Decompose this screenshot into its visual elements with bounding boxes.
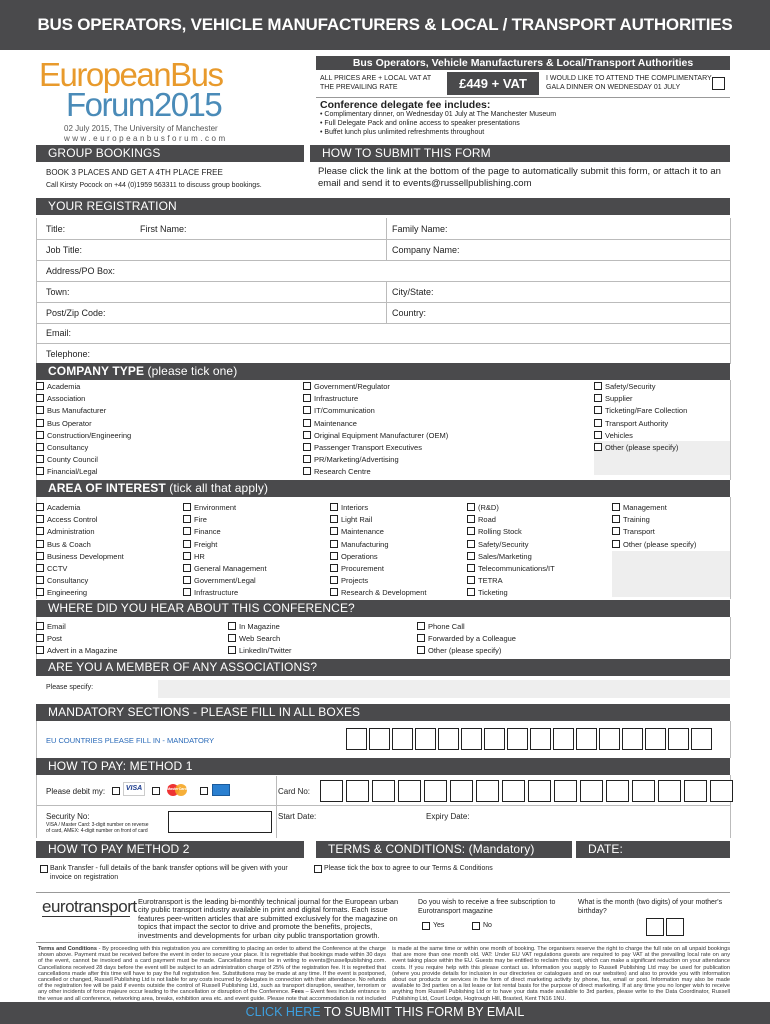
interest-label: Projects [341,576,369,586]
interest-checkbox[interactable] [330,503,338,511]
interest-label: Road [478,515,496,525]
delegate-price: £449 + VAT [447,72,539,95]
interest-checkbox[interactable] [330,540,338,548]
group-bookings-header: GROUP BOOKINGS [36,145,304,162]
title-label: Title: [46,224,66,234]
interest-label: TETRA [478,576,503,586]
interest-label: Infrastructure [194,588,239,598]
job-title-input[interactable] [98,241,384,259]
interest-checkbox[interactable] [330,576,338,584]
company-type-label: PR/Marketing/Advertising [314,455,399,465]
field-divider [36,323,730,324]
interest-label: Rolling Stock [478,527,522,537]
company-type-label: Maintenance [314,418,357,428]
expiry-date-input[interactable] [472,808,730,836]
town-input[interactable] [80,283,384,301]
card-number-digit-input[interactable] [554,780,577,802]
interest-checkbox[interactable] [183,515,191,523]
hear-source-checkbox[interactable] [417,622,425,630]
interest-label: Engineering [47,588,88,598]
hear-source-checkbox[interactable] [36,622,44,630]
start-date-label: Start Date: [278,812,317,821]
divider [316,97,730,98]
logo-line-1: EuropeanBus [39,56,223,93]
card-number-digit-input[interactable] [450,780,473,802]
field-divider [730,218,731,364]
vat-number-digit-input[interactable] [668,728,689,750]
fees-fineprint-lead: Fees [291,989,304,996]
city-state-label: City/State: [392,287,434,297]
pay-method-2-header: HOW TO PAY METHOD 2 [36,841,304,858]
address-label: Address/PO Box: [46,266,116,276]
includes-item: • Full Delegate Pack and online access to speaker presentations [320,120,520,127]
subscribe-yes-checkbox[interactable] [422,922,430,930]
company-type-checkbox[interactable] [36,382,44,390]
card-number-digit-input[interactable] [476,780,499,802]
company-type-checkbox[interactable] [303,455,311,463]
company-type-checkbox[interactable] [36,443,44,451]
interest-label: Management [623,503,667,512]
first-name-label: First Name: [140,224,187,234]
click-here-link[interactable]: CLICK HERE [245,1005,321,1019]
interest-checkbox[interactable] [467,527,475,535]
divider [36,942,730,943]
company-type-label: Transport Authority [605,418,669,428]
interest-checkbox[interactable] [467,588,475,596]
registration-header: YOUR REGISTRATION [36,198,730,215]
telephone-label: Telephone: [46,349,91,359]
terms-checkbox[interactable] [314,865,322,873]
terms-fineprint-body: - By proceeding with this registration you are committing to placing an order to attend the Conference at the charge shown above. Payment must be received before the event in order to secure your place. It is regrettable that bookings made within 30 days of the event, cannot be invoiced and a card payment must be made. Cancellations must be in writing to events@russellpublishing.com. Cancellations received 28 days before the event will be subject to an administration charge of 25% of the registration fee. It is regretted that cancellations made after this time will have to pay the full registration fee. Substitutions may be made at any time. If the event is postponed, cancelled or changed, Russell Publishing Ltd is not liable for any costs incurred by delegates in connection with their attendance. No refunds of the registration fee will be paid if events outside the control of Russell Publishing Ltd, such as transport disruption, weather, terrorism or any other incidents of force majeure occur leading to the cancellation or disruption of the Conference. [38,946,386,996]
associations-specify-label: Please specify: [46,684,94,691]
date-header: DATE: [576,841,730,858]
country-label: Country: [392,308,427,318]
town-label: Town: [46,287,70,297]
company-type-checkbox[interactable] [594,406,602,414]
interest-checkbox[interactable] [36,527,44,535]
submit-by-email-button[interactable] [0,1002,770,1024]
company-type-label: Consultancy [47,443,89,452]
hear-about-header: WHERE DID YOU HEAR ABOUT THIS CONFERENCE? [36,600,730,617]
job-title-label: Job Title: [46,245,83,255]
postcode-input[interactable] [120,304,384,322]
section-border [730,380,731,480]
section-border [36,775,37,838]
vat-number-digit-input[interactable] [553,728,574,750]
terms-text: Please tick the box to agree to our Terms & Conditions [324,865,493,872]
interest-label: (R&D) [478,503,499,512]
card-number-digit-input[interactable] [424,780,447,802]
fees-fineprint-body: – Event fees include entrance to the venue and all conference, networking area, breaks, exhibition area etc. and event guide. Please note that accommodation is not included [38,989,386,1002]
interest-label: Research & Development [341,588,427,598]
field-divider [386,282,387,323]
section-border [730,721,731,758]
visa-checkbox[interactable] [112,787,120,795]
company-type-checkbox[interactable] [303,394,311,402]
security-note: VISA / Master Card: 3-digit number on reverse [46,822,149,828]
card-number-digit-input[interactable] [372,780,395,802]
company-type-label: Infrastructure [314,394,359,404]
interest-label: Finance [194,527,221,537]
interest-label: Government/Legal [194,576,256,586]
vat-number-digit-input[interactable] [415,728,436,750]
submit-text: TO SUBMIT THIS FORM BY EMAIL [320,1005,525,1019]
interest-label: Academia [47,503,81,512]
hear-source-label: In Magazine [239,622,280,631]
company-type-label: Original Equipment Manufacturer (OEM) [314,430,449,440]
interest-checkbox[interactable] [36,540,44,548]
hear-source-label: LinkedIn/Twitter [239,646,292,656]
interest-checkbox[interactable] [183,540,191,548]
interest-label: Telecommunications/IT [478,564,555,573]
vat-number-digit-input[interactable] [530,728,551,750]
interest-label: Maintenance [341,527,384,537]
company-type-label: Government/Regulator [314,382,390,391]
family-name-input[interactable] [462,220,728,238]
card-number-digit-input[interactable] [398,780,421,802]
family-name-label: Family Name: [392,224,448,234]
card-number-digit-input[interactable] [528,780,551,802]
vat-number-digit-input[interactable] [691,728,712,750]
interest-label: Freight [194,539,218,549]
interest-checkbox[interactable] [612,527,620,535]
bank-transfer-text: Bank Transfer - full details of the bank transfer options will be given with your invoice on registration [50,865,288,881]
terms-header: TERMS & CONDITIONS: (Mandatory) [316,841,572,858]
start-date-input[interactable] [320,808,420,836]
interest-checkbox[interactable] [183,588,191,596]
field-divider [36,260,730,261]
birthday-digit-input[interactable] [646,918,664,936]
interest-checkbox[interactable] [183,503,191,511]
interest-label: CCTV [47,564,68,573]
interest-label: Access Control [47,515,98,525]
hear-source-checkbox[interactable] [36,634,44,642]
includes-item: • Complimentary dinner, on Wednesday 01 July at The Manchester Museum [320,111,557,118]
hear-source-checkbox[interactable] [417,634,425,642]
interest-label: Interiors [341,503,369,512]
company-type-label: Financial/Legal [47,467,98,477]
company-type-title: COMPANY TYPE [48,364,145,378]
interest-checkbox[interactable] [36,564,44,572]
hear-source-label: Other (please specify) [428,646,502,656]
form-title: BUS OPERATORS, VEHICLE MANUFACTURERS & LOCAL / TRANSPORT AUTHORITIES [0,0,770,50]
interest-label: Ticketing [478,588,508,598]
card-number-digit-input[interactable] [606,780,629,802]
vat-number-digit-input[interactable] [622,728,643,750]
company-type-label: Construction/Engineering [47,430,132,440]
city-state-input[interactable] [446,283,728,301]
card-number-digit-input[interactable] [710,780,733,802]
security-no-input[interactable] [168,811,272,833]
vat-number-digit-input[interactable] [369,728,390,750]
mastercard-checkbox[interactable] [152,787,160,795]
group-contact: Call Kirsty Pocock on +44 (0)1959 563311 to discuss group bookings. [46,182,262,189]
interest-label: Bus & Coach [47,539,91,549]
company-type-label: Research Centre [314,467,371,477]
company-type-label: Bus Manufacturer [47,406,107,416]
amex-checkbox[interactable] [200,787,208,795]
company-type-label: County Council [47,455,98,465]
interest-checkbox[interactable] [183,576,191,584]
how-to-submit-text: Please click the link at the bottom of the page to automatically submit this form, or attach it to an email and send it to events@russellpublishing.com [318,166,721,189]
interest-checkbox[interactable] [467,552,475,560]
first-name-input[interactable] [198,220,384,238]
interest-checkbox[interactable] [183,564,191,572]
interest-label: Transport [623,527,655,537]
interest-label: Procurement [341,564,384,573]
interest-other-input[interactable] [612,551,730,597]
logo-underline [42,916,130,917]
vat-number-digit-input[interactable] [507,728,528,750]
interest-label: Sales/Marketing [478,551,532,561]
expiry-date-label: Expiry Date: [426,812,470,821]
mastercard-icon [163,783,191,797]
country-input[interactable] [436,304,728,322]
includes-title: Conference delegate fee includes: [320,99,491,111]
birthday-digit-input[interactable] [666,918,684,936]
eurotransport-blurb: Eurotransport is the leading bi-monthly technical journal for the European urban city public transport industry available in print and digital formats. Each issue features peer-written articles that are submitted exclusively for the magazine on topics that impact the sector to drive and promote the benefits, projects, investments and developments for urban city public transportation growth. [138,897,399,940]
company-type-checkbox[interactable] [594,443,602,451]
eurotransport-logo: eurotransport [42,897,137,916]
company-type-subtitle: (please tick one) [147,364,238,378]
company-type-label: Bus Operator [47,418,92,428]
pay-method-1-header: HOW TO PAY: METHOD 1 [36,758,730,775]
interest-checkbox[interactable] [467,564,475,572]
hear-source-checkbox[interactable] [36,646,44,654]
postcode-label: Post/Zip Code: [46,308,106,318]
event-website: www.europeanbusforum.com [64,134,228,143]
hear-source-label: Forwarded by a Colleague [428,634,516,644]
company-type-label: Association [47,394,86,404]
interest-checkbox[interactable] [330,515,338,523]
logo-line-2: Forum2015 [66,86,222,123]
interest-label: General Management [194,564,267,573]
company-type-checkbox[interactable] [303,443,311,451]
company-type-checkbox[interactable] [594,419,602,427]
event-date-venue: 02 July 2015, The University of Manchester [64,124,218,133]
vat-number-digit-input[interactable] [484,728,505,750]
field-divider [36,239,730,240]
card-number-digit-input[interactable] [684,780,707,802]
interest-checkbox[interactable] [467,515,475,523]
vat-number-digit-input[interactable] [461,728,482,750]
interest-label: Consultancy [47,576,89,586]
company-name-input[interactable] [476,241,728,259]
interest-label: Training [623,515,650,525]
subscription-question: Do you wish to receive a free subscription to Eurotransport magazine [418,899,556,915]
address-input[interactable] [128,262,728,280]
card-number-digit-input[interactable] [320,780,343,802]
company-type-label: Passenger Transport Executives [314,443,422,452]
interest-checkbox[interactable] [467,540,475,548]
email-label: Email: [46,328,72,338]
vat-number-digit-input[interactable] [576,728,597,750]
company-type-checkbox[interactable] [36,419,44,427]
field-divider [36,343,730,344]
vat-number-digit-input[interactable] [438,728,459,750]
company-type-checkbox[interactable] [36,431,44,439]
interest-checkbox[interactable] [36,503,44,511]
field-divider [276,776,277,838]
vat-number-digit-input[interactable] [645,728,666,750]
subscribe-yes-label: Yes [433,922,445,929]
interest-label: HR [194,551,205,561]
vat-note: ALL PRICES ARE + LOCAL VAT AT THE PREVAILING RATE [320,75,432,91]
company-type-label: Ticketing/Fare Collection [605,406,688,416]
interest-checkbox[interactable] [183,552,191,560]
how-to-submit-header: HOW TO SUBMIT THIS FORM [310,145,730,162]
area-of-interest-header [36,480,730,497]
card-number-digit-input[interactable] [346,780,369,802]
interest-checkbox[interactable] [330,527,338,535]
card-number-digit-input[interactable] [580,780,603,802]
interest-label: Manufacturing [341,539,389,549]
company-type-checkbox[interactable] [303,431,311,439]
gala-dinner-checkbox[interactable] [712,77,725,90]
interest-checkbox[interactable] [467,503,475,511]
company-type-checkbox[interactable] [36,467,44,475]
email-input[interactable] [80,324,728,342]
card-number-digit-input[interactable] [502,780,525,802]
divider [36,892,730,893]
interest-checkbox[interactable] [467,576,475,584]
interest-checkbox[interactable] [612,503,620,511]
company-type-label: Other (please specify) [605,443,679,452]
field-divider [386,218,387,239]
company-type-checkbox[interactable] [303,419,311,427]
section-border [36,721,37,758]
hear-source-label: Email [47,622,66,631]
security-label: Security No: [46,812,90,821]
card-number-digit-input[interactable] [632,780,655,802]
hear-source-label: Advert in a Magazine [47,646,118,656]
interest-label: Administration [47,527,95,537]
hear-source-checkbox[interactable] [228,646,236,654]
company-type-checkbox[interactable] [303,406,311,414]
telephone-input[interactable] [100,345,728,363]
company-type-label: Academia [47,382,81,391]
field-divider [36,302,730,303]
area-of-interest-subtitle: (tick all that apply) [169,481,269,495]
company-type-checkbox[interactable] [303,382,311,390]
area-of-interest-title: AREA OF INTEREST [48,481,166,495]
subscribe-no-checkbox[interactable] [472,922,480,930]
debit-label: Please debit my: [46,787,106,796]
company-name-label: Company Name: [392,245,460,255]
interest-label: Light Rail [341,515,373,525]
interest-checkbox[interactable] [330,588,338,596]
section-border [730,617,731,659]
associations-input[interactable] [158,680,730,698]
interest-checkbox[interactable] [36,576,44,584]
card-no-label: Card No: [278,787,311,796]
interest-label: Fire [194,515,207,525]
interest-label: Business Development [47,551,124,561]
company-type-checkbox[interactable] [594,394,602,402]
vat-number-digit-input[interactable] [599,728,620,750]
company-type-checkbox[interactable] [36,406,44,414]
company-type-checkbox[interactable] [594,382,602,390]
company-type-checkbox[interactable] [36,394,44,402]
hear-source-checkbox[interactable] [228,634,236,642]
hear-source-checkbox[interactable] [417,646,425,654]
gala-dinner-note: I WOULD LIKE TO ATTEND THE COMPLIMENTARY GALA DINNER ON WEDNESDAY 01 JULY [546,75,712,91]
amex-icon [212,784,230,796]
associations-header: ARE YOU A MEMBER OF ANY ASSOCIATIONS? [36,659,730,676]
vat-number-digit-input[interactable] [392,728,413,750]
company-type-checkbox[interactable] [303,467,311,475]
company-type-label: Supplier [605,394,633,404]
interest-label: Other (please specify) [623,539,697,549]
visa-icon: VISA [123,782,145,796]
interest-checkbox[interactable] [36,515,44,523]
interest-checkbox[interactable] [612,540,620,548]
company-type-label: IT/Communication [314,406,375,416]
company-type-label: Safety/Security [605,382,656,391]
vat-number-digit-input[interactable] [346,728,367,750]
interest-label: Operations [341,551,378,561]
includes-item: • Buffet lunch plus unlimited refreshments throughout [320,129,485,136]
fees-heading: Bus Operators, Vehicle Manufacturers & Local/Transport Authorities [316,56,730,70]
interest-checkbox[interactable] [36,552,44,560]
mastercard-label: MasterCard [167,787,187,791]
interest-label: Safety/Security [478,539,529,549]
vat-fineprint: is made at the same time or within one month of booking. The organisers reserve the right to charge the full rate on all unpaid bookings that are more than one month old. VAT: Under EU VAT regulations guests are required to pay VAT at the prevailing local rate on any event taking place within the EU. Guests may be entitled to reclaim this cost, which can make a significant reduction on your attendance costs. If you require help with this please contact us. Information you supply to Russell Publishing Ltd may be used for publication (where you provide details for inclusion in our directories or catalogues and on our websites) and also to provide you with information about our products or services in the form of direct marketing activity by phone, fax, email or post. Information may also be made available to 3rd parties on a list lease or list rental basis for the purpose of direct marketing. If at any time you no longer wish to receive anything from Russell Publishing Ltd or to have your data made available to 3rd parties, please write to the Data Coordinator, Russell Publishing Ltd, Court Lodge, Hogtrough Hill, Brasted, Kent TN16 1NU. [392,946,730,1002]
section-border [730,497,731,599]
company-type-checkbox[interactable] [36,455,44,463]
mandatory-header: MANDATORY SECTIONS - PLEASE FILL IN ALL BOXES [36,704,730,721]
company-type-checkbox[interactable] [594,431,602,439]
card-number-digit-input[interactable] [658,780,681,802]
security-note: of card, AMEX: 4-digit number on front of card [46,828,148,834]
interest-checkbox[interactable] [330,564,338,572]
group-offer: BOOK 3 PLACES AND GET A 4TH PLACE FREE [46,168,223,177]
hear-source-label: Post [47,634,63,644]
terms-fineprint [38,946,386,1008]
field-divider [36,281,730,282]
field-divider [36,218,37,364]
interest-checkbox[interactable] [612,515,620,523]
terms-fineprint-lead: Terms and Conditions [38,946,97,952]
hear-source-label: Web Search [239,634,281,644]
title-input[interactable] [80,220,130,238]
company-type-label: Vehicles [605,430,633,440]
birthday-question: What is the month (two digits) of your mother's birthday? [578,899,723,915]
field-divider [386,240,387,260]
bank-transfer-checkbox[interactable] [40,865,48,873]
subscribe-no-label: No [483,922,492,929]
interest-checkbox[interactable] [36,588,44,596]
hear-source-checkbox[interactable] [228,622,236,630]
event-logo [36,56,236,126]
interest-label: Environment [194,503,237,512]
interest-checkbox[interactable] [330,552,338,560]
date-input[interactable] [578,860,728,886]
eu-mandatory-note: EU COUNTRIES PLEASE FILL IN - MANDATORY [46,736,215,745]
company-type-header [36,363,730,380]
interest-checkbox[interactable] [183,527,191,535]
field-divider [36,805,730,806]
hear-source-label: Phone Call [428,622,465,631]
